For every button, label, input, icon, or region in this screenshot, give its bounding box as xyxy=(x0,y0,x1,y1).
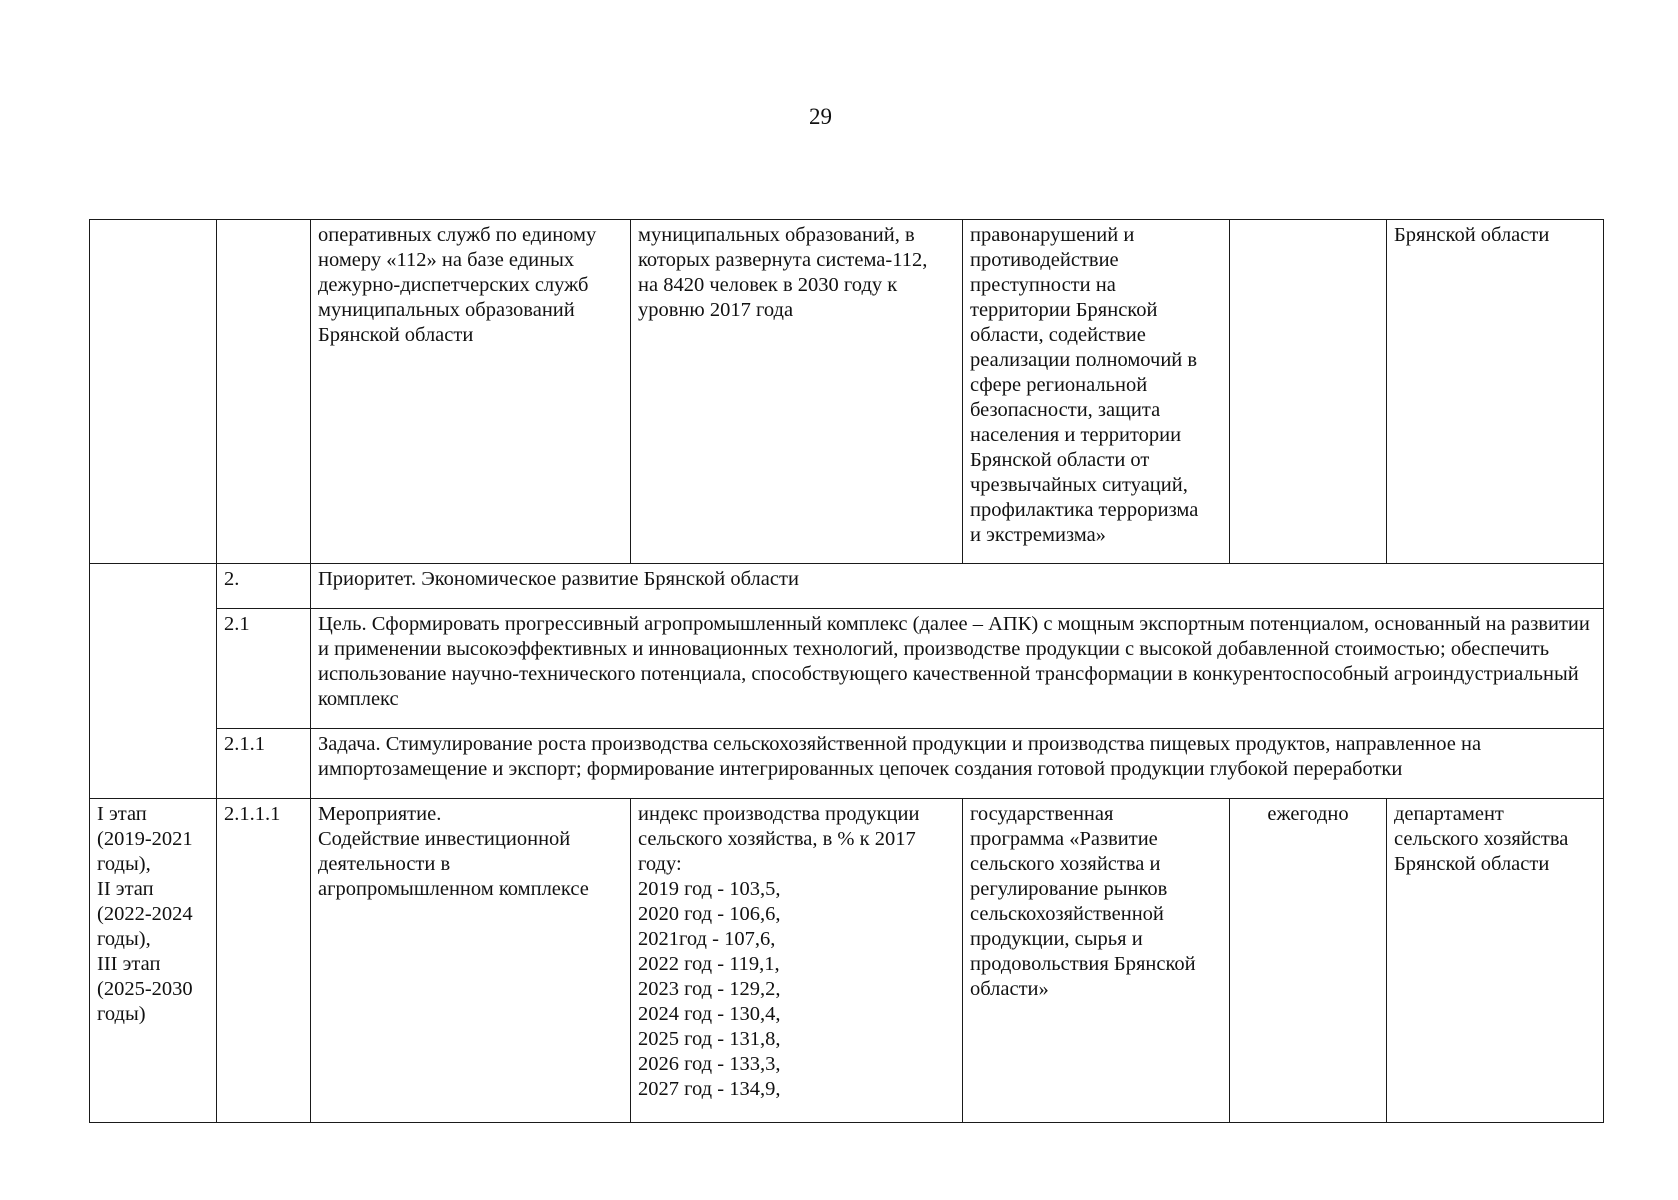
page-number: 29 xyxy=(809,104,832,129)
table-row-measure xyxy=(90,799,1604,1123)
cell-measure-executor: департамент сельского хозяйства Брянской области xyxy=(1387,799,1604,1123)
cell-stage-merged xyxy=(90,564,217,799)
strategy-table xyxy=(89,219,1604,1123)
cell-stages: I этап (2019-2021 годы), II этап (2022-2024 годы), III этап (2025-2030 годы) xyxy=(90,799,217,1123)
cell-number-empty xyxy=(217,220,311,564)
cell-program: правонарушений и противодействие преступности на территории Брянской области, содействие реализации полномочий в сфере региональной безопасности, защита населения и территории Брянской области от чрезвычайных ситуаций, профилактика терроризма и экстремизма» xyxy=(963,220,1230,564)
table-row-task xyxy=(90,729,1604,799)
cell-executor: Брянской области xyxy=(1387,220,1604,564)
cell-goal-number: 2.1 xyxy=(217,609,311,729)
cell-measure-event: Мероприятие. Содействие инвестиционной деятельности в агропромышленном комплексе xyxy=(311,799,631,1123)
cell-stage-empty xyxy=(90,220,217,564)
table-row-goal xyxy=(90,609,1604,729)
cell-measure-program: государственная программа «Развитие сельского хозяйства и регулирование рынков сельскохозяйственной продукции, сырья и продовольствия Брянской области» xyxy=(963,799,1230,1123)
cell-indicator: муниципальных образований, в которых развернута система-112, на 8420 человек в 2030 году к уровню 2017 года xyxy=(631,220,963,564)
cell-measure-number: 2.1.1.1 xyxy=(217,799,311,1123)
cell-goal-text: Цель. Сформировать прогрессивный агропромышленный комплекс (далее – АПК) с мощным экспортным потенциалом, основанный на развитии и применении высокоэффективных и инновационных технологий, производстве продукции с высокой добавленной стоимостью; обеспечить использование научно-технического потенциала, способствующего качественной трансформации в конкурентоспособный агроиндустриальный комплекс xyxy=(311,609,1604,729)
cell-task-text: Задача. Стимулирование роста производства сельскохозяйственной продукции и производства пищевых продуктов, направленное на импортозамещение и экспорт; формирование интегрированных цепочек создания готовой продукции глубокой переработки xyxy=(311,729,1604,799)
cell-measure-period: ежегодно xyxy=(1230,799,1387,1123)
cell-measure-indicator: индекс производства продукции сельского хозяйства, в % к 2017 году: 2019 год - 103,5, 2020 год - 106,6, 2021год - 107,6, 2022 год - 119,1, 2023 год - 129,2, 2024 год - 130,4, 2025 год - 131,8, 2026 год - 133,3, 2027 год - 134,9, xyxy=(631,799,963,1123)
cell-period xyxy=(1230,220,1387,564)
cell-event: оперативных служб по единому номеру «112» на базе единых дежурно-диспетчерских служб муниципальных образований Брянской области xyxy=(311,220,631,564)
cell-priority-number: 2. xyxy=(217,564,311,609)
cell-priority-text: Приоритет. Экономическое развитие Брянской области xyxy=(311,564,1604,609)
table-row-priority xyxy=(90,564,1604,609)
cell-task-number: 2.1.1 xyxy=(217,729,311,799)
table-row-continuation xyxy=(90,220,1604,564)
